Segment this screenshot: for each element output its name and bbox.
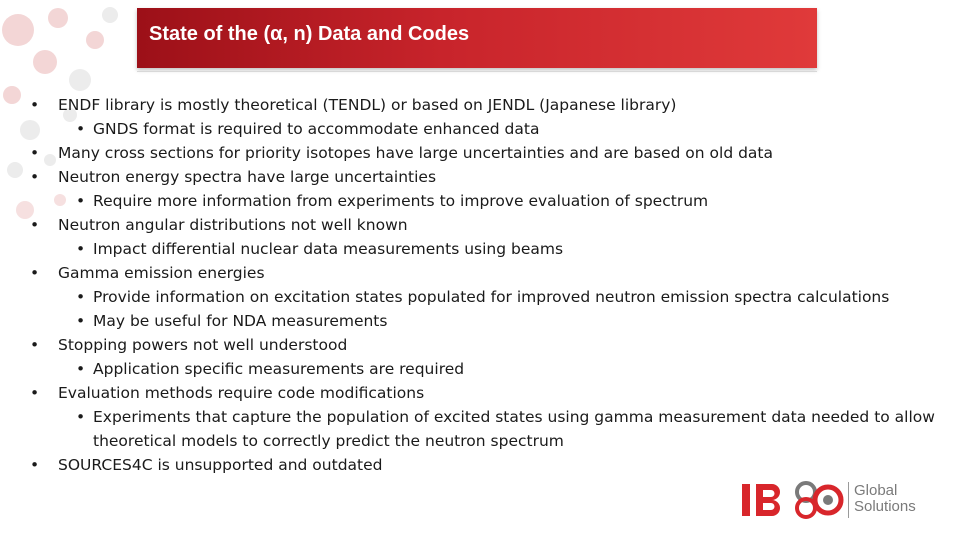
ib3-logo-mark [740, 478, 846, 524]
bullet-item [30, 333, 940, 357]
bullet-text: Application specific measurements are required [93, 360, 465, 378]
bullet-text: SOURCES4C is unsupported and outdated [58, 456, 383, 474]
bullet-dot-icon: • [76, 312, 86, 330]
bullet-dot-icon: • [30, 96, 40, 114]
bullet-dot-icon: • [30, 168, 40, 186]
bullet-item [30, 261, 940, 285]
bullet-dot-icon: • [76, 240, 86, 258]
logo-word-solutions: Solutions [854, 498, 916, 515]
ib3-logo [740, 478, 930, 524]
bullet-dot-icon: • [30, 264, 40, 282]
sub-bullet-item [30, 285, 940, 309]
bullet-dot-icon: • [76, 288, 86, 306]
sub-bullet-item [30, 309, 940, 333]
bullet-list [30, 93, 940, 477]
bullet-text: GNDS format is required to accommodate enhanced data [93, 120, 540, 138]
bullet-text: Stopping powers not well understood [58, 336, 348, 354]
bullet-dot-icon: • [76, 360, 86, 378]
title-bar [137, 8, 817, 68]
slide-title: State of the (α, n) Data and Codes [149, 23, 470, 45]
title-divider [137, 71, 817, 72]
sub-bullet-item [30, 357, 940, 381]
bullet-text: Require more information from experiments to improve evaluation of spectrum [93, 192, 709, 210]
bullet-text: Impact differential nuclear data measurements using beams [93, 240, 564, 258]
bullet-dot-icon: • [76, 408, 86, 426]
bullet-text: Many cross sections for priority isotopes have large uncertainties and are based on old data [58, 144, 774, 162]
bullet-item [30, 381, 940, 405]
bullet-dot-icon: • [30, 456, 40, 474]
bullet-dot-icon: • [30, 384, 40, 402]
bullet-item [30, 213, 940, 237]
bullet-text: Neutron energy spectra have large uncertainties [58, 168, 437, 186]
bullet-text: Neutron angular distributions not well known [58, 216, 408, 234]
bullet-dot-icon: • [30, 216, 40, 234]
bullet-text: May be useful for NDA measurements [93, 312, 388, 330]
bullet-item [30, 165, 940, 189]
bullet-dot-icon: • [30, 144, 40, 162]
bullet-text: ENDF library is mostly theoretical (TENDL) or based on JENDL (Japanese library) [58, 96, 677, 114]
bullet-item [30, 93, 940, 117]
sub-bullet-item [30, 189, 940, 213]
bullet-dot-icon: • [76, 192, 86, 210]
logo-separator [848, 482, 849, 518]
bullet-text: Experiments that capture the population of excited states using gamma measurement data needed to allow theoretical models to correctly predict the neutron spectrum [93, 408, 935, 450]
bullet-dot-icon: • [30, 336, 40, 354]
bullet-item [30, 453, 940, 477]
bullet-text: Evaluation methods require code modifications [58, 384, 425, 402]
logo-wordmark [854, 483, 916, 515]
sub-bullet-item [30, 117, 940, 141]
bullet-dot-icon: • [76, 120, 86, 138]
sub-bullet-item [30, 405, 940, 453]
bullet-text: Gamma emission energies [58, 264, 265, 282]
bullet-text: Provide information on excitation states populated for improved neutron emission spectra calculations [93, 288, 890, 306]
logo-word-global: Global [854, 482, 898, 499]
sub-bullet-item [30, 237, 940, 261]
bullet-item [30, 141, 940, 165]
